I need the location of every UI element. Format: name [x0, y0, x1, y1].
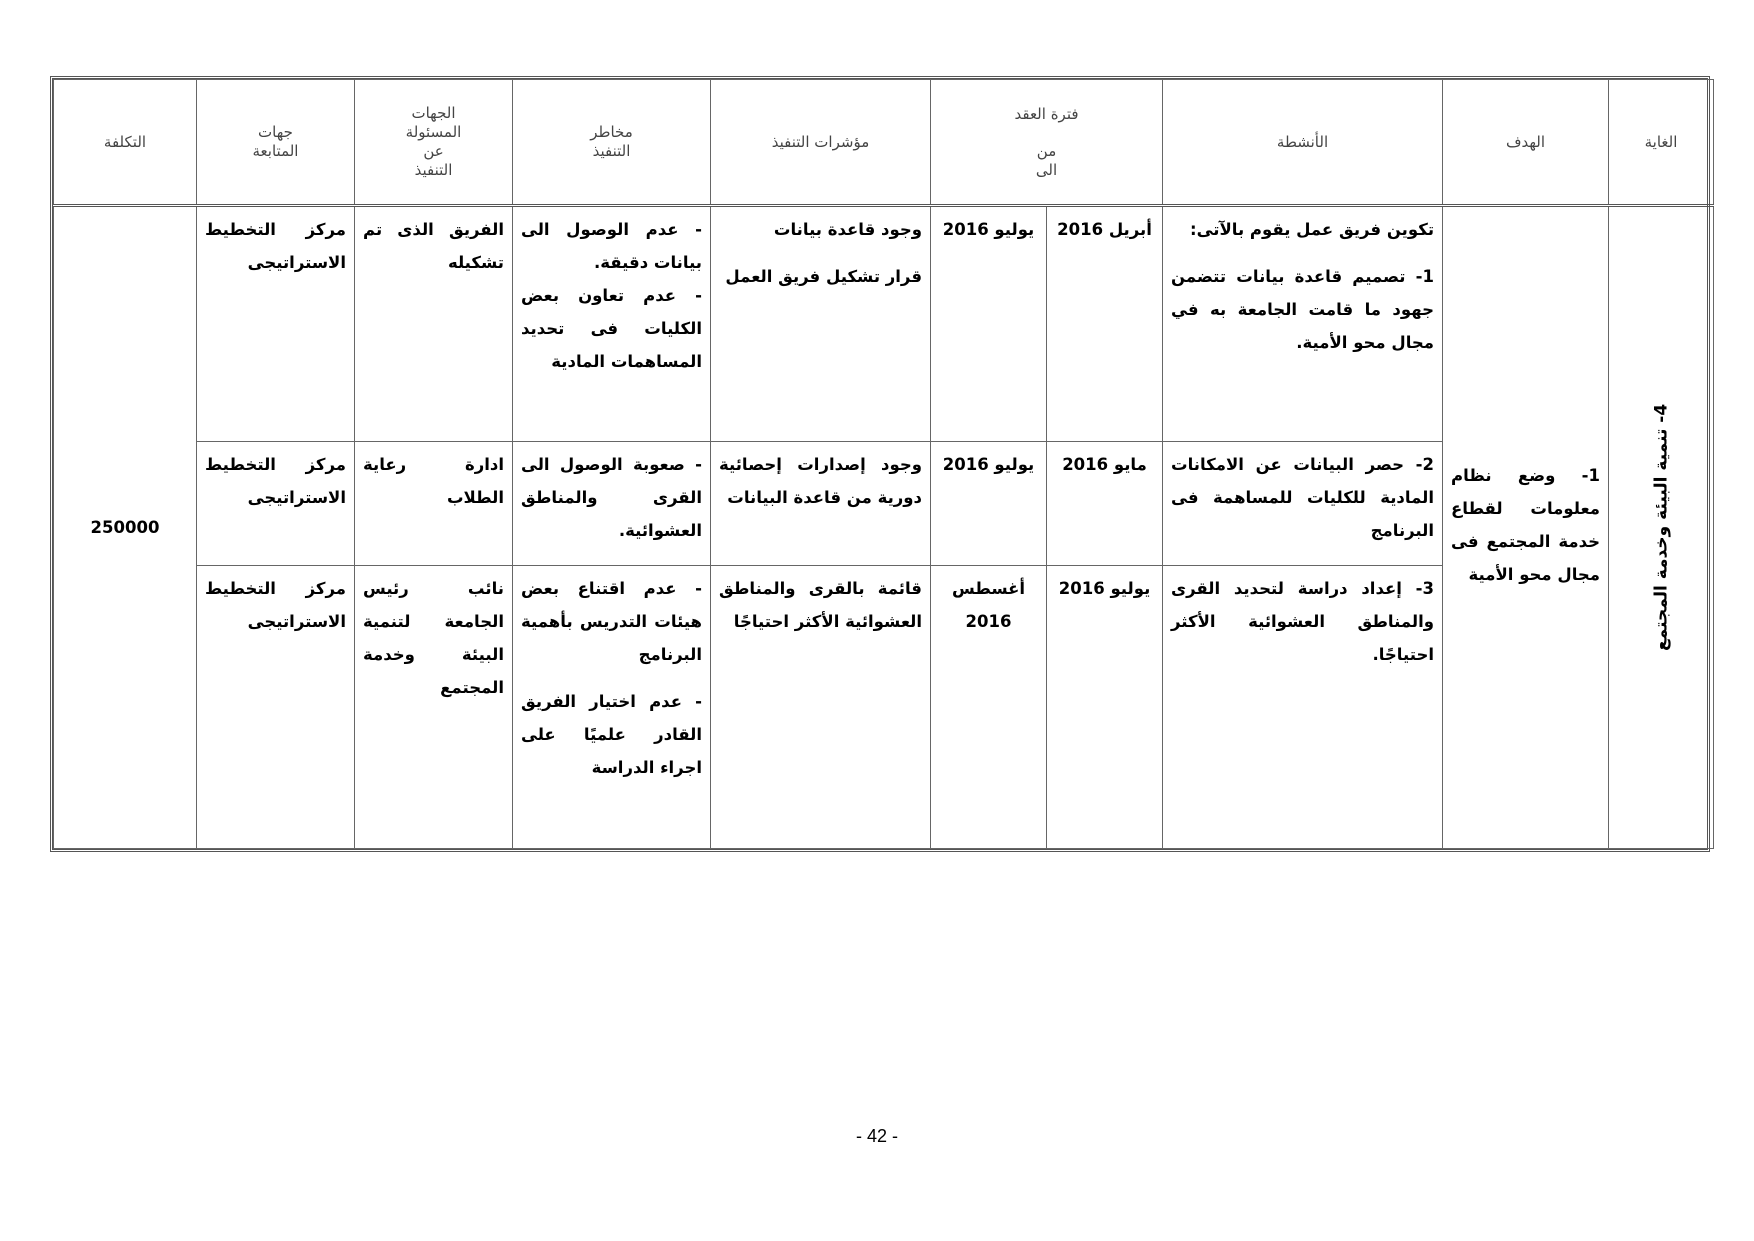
- activity-cell: 2- حصر البيانات عن الامكانات المادية للكليات للمساهمة فى البرنامج: [1163, 442, 1443, 566]
- plan-table-frame: [50, 76, 1710, 852]
- header-responsible-line4: التنفيذ: [414, 161, 453, 179]
- indicator-cell: قائمة بالقرى والمناطق العشوائية الأكثر احتياجًا: [711, 566, 931, 849]
- plan-table: [53, 79, 1714, 849]
- risk-text: - عدم اختيار الفريق القادر علميًا على اجراء الدراسة: [521, 692, 702, 777]
- indicator-cell: [711, 206, 931, 442]
- header-row: [54, 80, 1714, 206]
- activity-cell: [1163, 206, 1443, 442]
- period-from-cell: مايو 2016: [1047, 442, 1163, 566]
- header-goal-area: الغاية: [1609, 80, 1714, 206]
- header-responsible-line1: الجهات: [411, 104, 456, 122]
- activity-title: تكوين فريق عمل يقوم بالآتى:: [1189, 220, 1435, 239]
- indicator-cell: وجود إصدارات إحصائية دورية من قاعدة البيانات: [711, 442, 931, 566]
- header-activities: الأنشطة: [1163, 80, 1443, 206]
- risk-cell: [513, 566, 711, 849]
- header-period-from: من: [1036, 141, 1057, 160]
- objective-text: 1- وضع نظام معلومات لقطاع خدمة المجتمع فى مجال محو الأمية: [1451, 465, 1601, 584]
- header-responsible-line3: عن: [423, 142, 444, 160]
- header-risks-line2: التنفيذ: [592, 142, 631, 160]
- goal-area-cell: [1609, 206, 1714, 849]
- risk-text: - عدم تعاون بعض الكليات فى تحديد المساهمات المادية: [521, 286, 702, 371]
- cost-value: 250000: [90, 518, 160, 537]
- header-risks: [513, 80, 711, 206]
- cost-cell: [54, 206, 197, 849]
- indicator-text: قرار تشكيل فريق العمل: [725, 267, 922, 286]
- header-monitoring-line1: جهات: [258, 123, 293, 141]
- risk-cell: [513, 206, 711, 442]
- responsible-cell: نائب رئيس الجامعة لتنمية البيئة وخدمة المجتمع: [355, 566, 513, 849]
- period-to-cell: يوليو 2016: [931, 442, 1047, 566]
- period-from-cell: يوليو 2016: [1047, 566, 1163, 849]
- responsible-cell: الفريق الذى تم تشكيله: [355, 206, 513, 442]
- header-period-to: الى: [1035, 160, 1058, 179]
- header-responsible: [355, 80, 513, 206]
- risk-text: - عدم اقتناع بعض هيئات التدريس بأهمية البرنامج: [521, 579, 702, 664]
- activity-text: 1- تصميم قاعدة بيانات تتضمن جهود ما قامت الجامعة به في مجال محو الأمية.: [1171, 267, 1435, 352]
- indicator-text: وجود قاعدة بيانات: [773, 220, 922, 239]
- period-from-cell: أبريل 2016: [1047, 206, 1163, 442]
- header-monitoring-line2: المتابعة: [252, 142, 299, 160]
- risk-text: - عدم الوصول الى بيانات دقيقة.: [521, 220, 702, 272]
- monitoring-cell: مركز التخطيط الاستراتيجى: [197, 442, 355, 566]
- header-period: [931, 80, 1163, 206]
- header-cost: التكلفة: [54, 80, 197, 206]
- risk-cell: - صعوبة الوصول الى القرى والمناطق العشوائية.: [513, 442, 711, 566]
- goal-area-text: 4- تنمية البيئة وخدمة المجتمع: [1651, 402, 1672, 651]
- period-to-cell: يوليو 2016: [931, 206, 1047, 442]
- period-to-cell: أغسطس 2016: [931, 566, 1047, 849]
- page-number: - 42 -: [855, 1126, 898, 1146]
- table-row: [54, 206, 1714, 442]
- responsible-cell: ادارة رعاية الطلاب: [355, 442, 513, 566]
- header-period-title: فترة العقد: [1014, 104, 1079, 123]
- header-monitoring: [197, 80, 355, 206]
- header-indicators: مؤشرات التنفيذ: [711, 80, 931, 206]
- objective-cell: [1443, 206, 1609, 849]
- monitoring-cell: مركز التخطيط الاستراتيجى: [197, 566, 355, 849]
- activity-cell: 3- إعداد دراسة لتحديد القرى والمناطق العشوائية الأكثر احتياجًا.: [1163, 566, 1443, 849]
- header-risks-line1: مخاطر: [590, 123, 633, 141]
- monitoring-cell: مركز التخطيط الاستراتيجى: [197, 206, 355, 442]
- header-objective: الهدف: [1443, 80, 1609, 206]
- header-responsible-line2: المسئولة: [405, 123, 462, 141]
